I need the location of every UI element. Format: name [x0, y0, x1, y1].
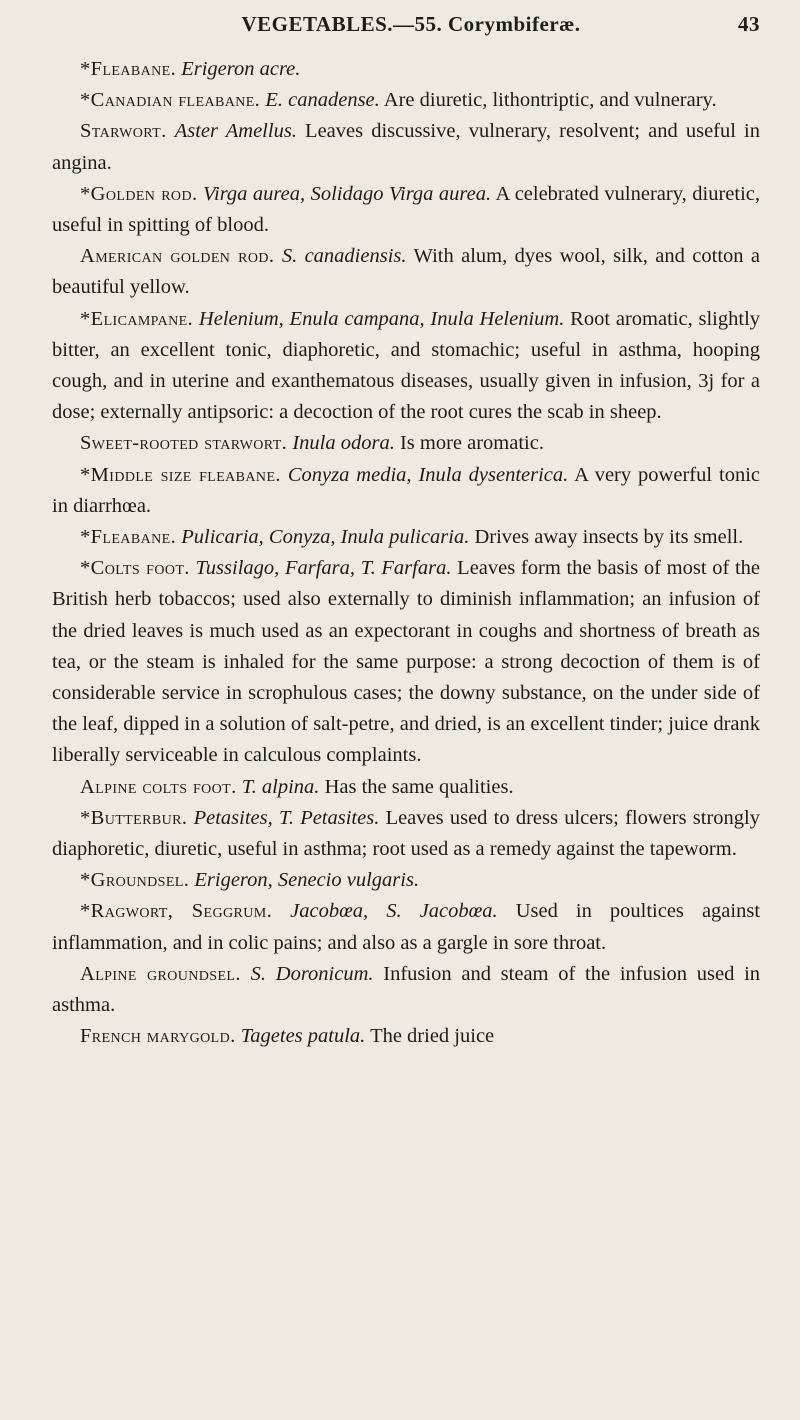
entry-latin: E. canadense. [265, 89, 380, 112]
entry-latin: Aster Amellus. [174, 120, 297, 143]
entry-latin: Jacobœa, S. Jacobœa. [290, 900, 498, 923]
entry-alpine-colts-foot [52, 772, 760, 803]
entry-name: *Canadian fleabane. [80, 89, 261, 112]
entry-name: *Fleabane. [80, 58, 177, 80]
entry-canadian-fleabane [52, 85, 760, 116]
entry-text: A celebrated vulnerary, diuretic, useful in spitting of blood. [52, 182, 760, 237]
entry-name: Sweet-rooted starwort. [80, 432, 288, 455]
entry-text: Leaves used to dress ulcers; flowers strongly diaphoretic, diuretic, useful in asthma; root used as a remedy against the tapeworm. [52, 806, 760, 861]
entry-golden-rod [52, 179, 760, 241]
entry-latin: S. canadiensis. [281, 245, 407, 268]
entry-starwort [52, 116, 760, 178]
entry-alpine-groundsel [52, 959, 760, 1021]
entry-fleabane-pulicaria [52, 522, 760, 553]
entry-sweet-rooted-starwort [52, 428, 760, 459]
entry-latin: S. Doronicum. [250, 962, 374, 985]
entry-latin: Tussilago, Farfara, T. Farfara. [195, 557, 452, 580]
entry-latin: Helenium, Enula campana, Inula Helenium. [198, 307, 565, 330]
entry-latin: Inula odora. [292, 432, 395, 455]
entry-text: Are diuretic, lithontriptic, and vulnerary. [383, 89, 717, 112]
entry-name: French marygold. [80, 1025, 236, 1048]
entry-latin: Conyza media, Inula dysenterica. [287, 463, 569, 486]
entry-fleabane [52, 54, 760, 85]
entry-latin: Petasites, T. Petasites. [193, 806, 380, 829]
entry-american-golden-rod [52, 241, 760, 303]
entry-text: With alum, dyes wool, silk, and cotton a beautiful yellow. [52, 245, 761, 299]
entry-name: American golden rod. [80, 245, 275, 268]
entry-name: Alpine colts foot. [80, 775, 237, 798]
entry-text: Drives away insects by its smell. [474, 526, 744, 549]
entry-text: Leaves form the basis of most of the British herb tobaccos; used also externally to diminish inflammation; an infusion of the dried leaves is much used as an expectorant in coughs and shortness of breath as tea, or the steam is inhaled for the same purpose: a strong decoction of them is of considerable service in scrophulous cases; the downy substance, on the under side of the leaf, dipped in a solution of salt-petre, and dried, is an excellent tinder; juice drank liberally serviceable in calculous complaints. [52, 557, 761, 767]
entry-name: *Fleabane. [80, 526, 177, 549]
entry-text: Infusion and steam of the infusion used in asthma. [52, 962, 761, 1017]
entry-text: Is more aromatic. [399, 432, 544, 455]
entry-text: Root aromatic, slightly bitter, an excellent tonic, diaphoretic, and stomachic; useful in asthma, hooping cough, and in uterine and exanthematous diseases, usually given in infusion, 3j for a dose; externally antipsoric: a decoction of the root cures the scab in sheep. [52, 307, 761, 424]
entry-text: A very powerful tonic in diarrhœa. [52, 463, 760, 517]
entry-name: *Groundsel. [80, 869, 190, 892]
entry-name: *Elicampane. [80, 307, 194, 330]
entry-elicampane [52, 304, 760, 429]
entry-latin: Erigeron acre. [181, 58, 301, 80]
entry-ragwort [52, 896, 760, 958]
entry-groundsel [52, 865, 760, 896]
body-text [52, 54, 760, 1053]
entry-latin: Erigeron, Senecio vulgaris. [194, 869, 420, 892]
running-title: VEGETABLES.—55. Corymbiferæ. [241, 12, 581, 36]
page-number: 43 [738, 12, 760, 36]
entry-middle-size-fleabane [52, 460, 760, 522]
entry-name: Alpine groundsel. [80, 962, 241, 985]
entry-name: *Ragwort, Seggrum. [80, 900, 273, 923]
entry-name: *Butterbur. [80, 806, 188, 829]
entry-latin: Pulicaria, Conyza, Inula pulicaria. [181, 526, 470, 549]
running-head [52, 12, 760, 52]
entry-name: *Colts foot. [80, 557, 190, 580]
entry-text: Has the same qualities. [324, 775, 514, 798]
entry-text: Leaves discussive, vulnerary, resolvent; and useful in angina. [52, 120, 761, 174]
entry-butterbur [52, 803, 760, 865]
entry-text: Used in poultices against inflammation, and in colic pains; and also as a gargle in sore throat. [52, 900, 761, 954]
entry-name: *Golden rod. [80, 182, 198, 205]
entry-latin: Tagetes patula. [240, 1025, 366, 1048]
entry-name: *Middle size fleabane. [80, 463, 281, 486]
entry-latin: Virga aurea, Solidago Virga aurea. [203, 182, 492, 205]
entry-latin: T. alpina. [241, 775, 320, 798]
entry-colts-foot [52, 553, 760, 771]
entry-name: Starwort. [80, 120, 167, 143]
entry-french-marygold [52, 1021, 760, 1052]
entry-text: The dried juice [370, 1025, 495, 1048]
